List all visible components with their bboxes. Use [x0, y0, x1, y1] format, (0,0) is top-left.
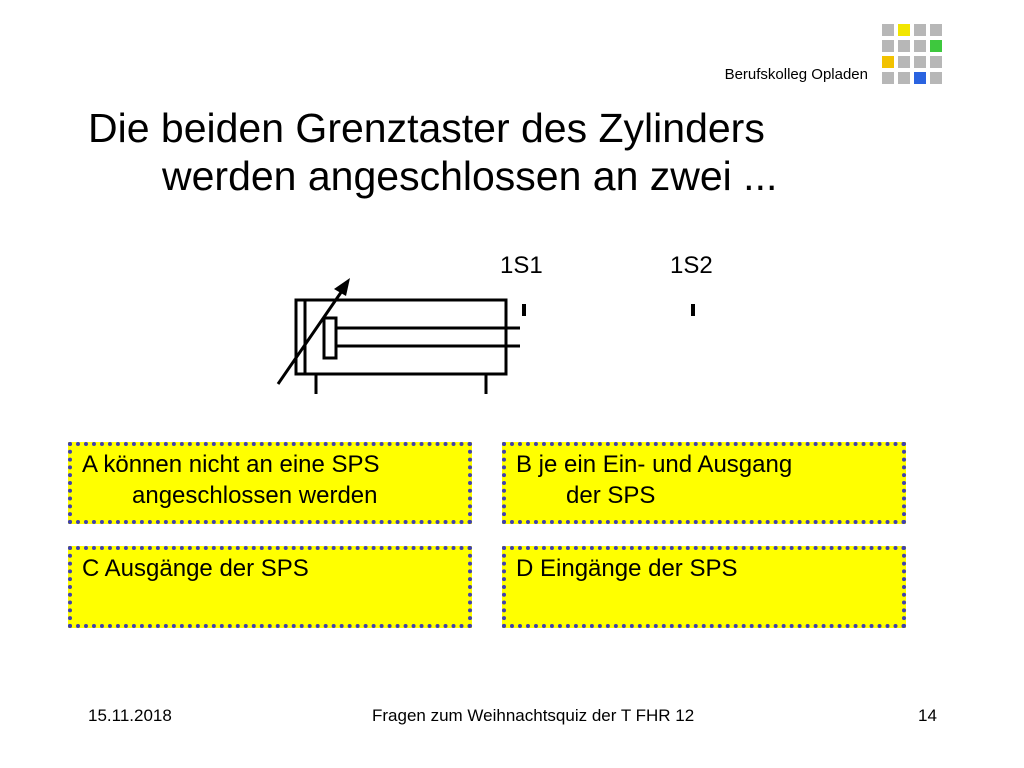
- answer-c[interactable]: [68, 546, 472, 628]
- sensor-label-1s1: 1S1: [500, 252, 543, 279]
- adjust-arrow-head: [334, 278, 350, 296]
- cylinder-symbol: [278, 288, 520, 394]
- school-name: Berufskolleg Opladen: [724, 66, 868, 83]
- answer-b-line-2: der SPS: [566, 482, 656, 509]
- answer-b[interactable]: [502, 442, 906, 524]
- answer-a[interactable]: [68, 442, 472, 524]
- title-line-2: werden angeschlossen an zwei ...: [162, 153, 778, 199]
- page-number: 14: [918, 706, 937, 725]
- footer-date: 15.11.2018: [88, 706, 172, 725]
- answer-d[interactable]: [502, 546, 906, 628]
- footer-title: Fragen zum Weihnachtsquiz der T FHR 12: [372, 706, 695, 725]
- answer-a-line-2: angeschlossen werden: [132, 482, 378, 509]
- title-line-1: Die beiden Grenztaster des Zylinders: [88, 105, 765, 151]
- adjust-arrow-line: [278, 288, 344, 384]
- answer-b-line-1: B je ein Ein- und Ausgang: [516, 451, 793, 478]
- piston: [324, 318, 336, 358]
- sensor-label-1s2: 1S2: [670, 252, 713, 279]
- answer-c-line-1: C Ausgänge der SPS: [82, 555, 309, 582]
- answer-a-line-1: A können nicht an eine SPS: [82, 451, 380, 478]
- answer-d-line-1: D Eingänge der SPS: [516, 555, 738, 582]
